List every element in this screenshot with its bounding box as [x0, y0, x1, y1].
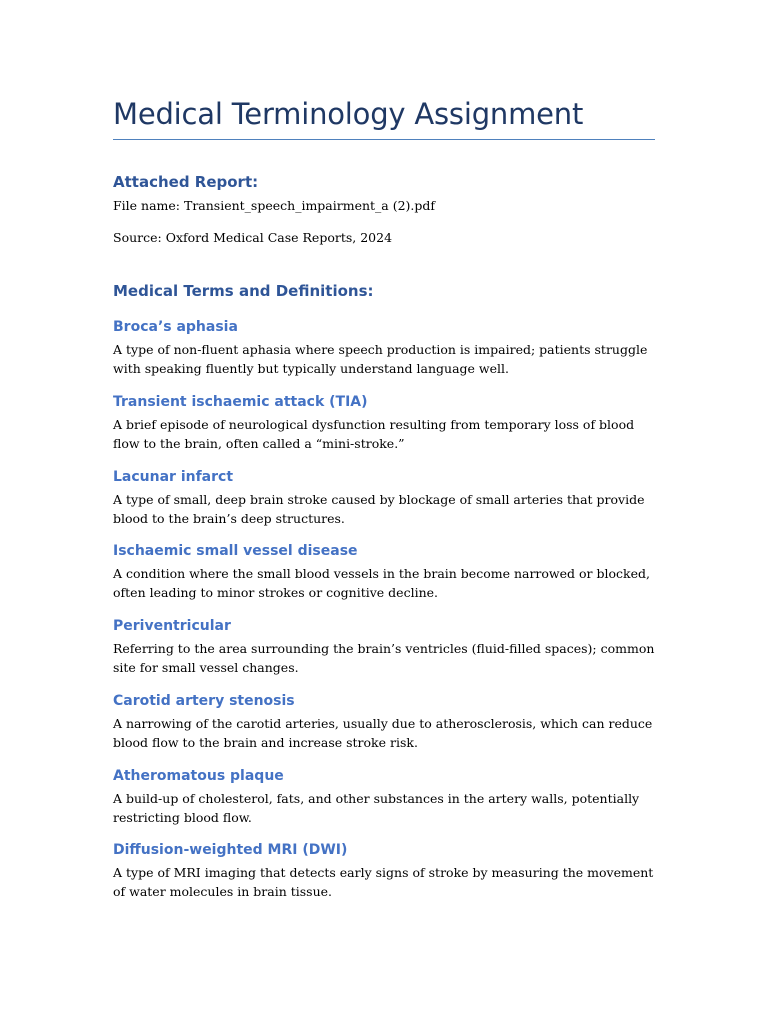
term-name: Atheromatous plaque — [113, 768, 284, 784]
term-item — [113, 467, 673, 528]
term-definition: A condition where the small blood vessels in the brain become narrowed or blocked, often leading to minor strokes or cognitive decline. — [113, 566, 650, 600]
terms-heading: Medical Terms and Definitions: — [113, 282, 374, 300]
term-item — [113, 840, 673, 901]
term-name: Periventricular — [113, 618, 231, 634]
source-line: Source: Oxford Medical Case Reports, 2024 — [113, 230, 393, 245]
term-definition: A type of MRI imaging that detects early signs of stroke by measuring the movement of water molecules in brain tissue. — [113, 865, 654, 899]
page-title: Medical Terminology Assignment — [113, 97, 584, 131]
term-name: Carotid artery stenosis — [113, 693, 295, 709]
term-definition: A type of non-fluent aphasia where speech production is impaired; patients struggle with speaking fluently but typically understand language well. — [113, 342, 648, 376]
term-item — [113, 317, 673, 378]
term-definition: A brief episode of neurological dysfunction resulting from temporary loss of blood flow to the brain, often called a “mini-stroke.” — [113, 417, 635, 451]
file-name-line: File name: Transient_speech_impairment_a (2).pdf — [113, 198, 436, 213]
term-definition: A type of small, deep brain stroke caused by blockage of small arteries that provide blood to the brain’s deep structures. — [113, 492, 645, 526]
term-item — [113, 691, 673, 752]
term-item — [113, 616, 673, 677]
term-name: Broca’s aphasia — [113, 319, 238, 335]
term-definition: A narrowing of the carotid arteries, usually due to atherosclerosis, which can reduce blood flow to the brain and increase stroke risk. — [113, 716, 653, 750]
term-item — [113, 766, 673, 827]
term-definition: A build-up of cholesterol, fats, and other substances in the artery walls, potentially restricting blood flow. — [113, 791, 640, 825]
term-item — [113, 541, 673, 602]
term-name: Diffusion-weighted MRI (DWI) — [113, 842, 348, 858]
term-definition: Referring to the area surrounding the brain’s ventricles (fluid-filled spaces); common site for small vessel changes. — [113, 641, 655, 675]
term-name: Lacunar infarct — [113, 469, 234, 485]
attached-report-heading: Attached Report: — [113, 173, 259, 191]
title-divider — [113, 139, 655, 140]
term-name: Transient ischaemic attack (TIA) — [113, 394, 368, 410]
term-item — [113, 392, 673, 453]
term-name: Ischaemic small vessel disease — [113, 543, 358, 559]
